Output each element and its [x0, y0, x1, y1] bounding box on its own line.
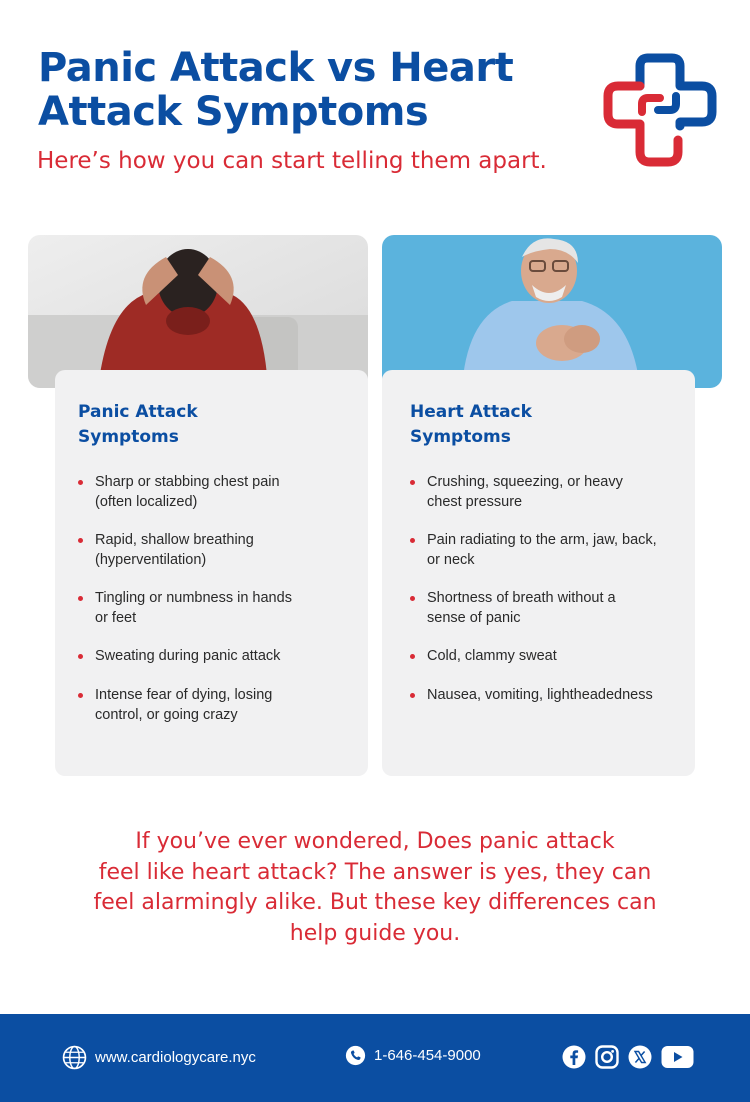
panic-symptom-list [78, 473, 348, 744]
globe-icon [62, 1045, 87, 1070]
youtube-icon[interactable] [661, 1045, 694, 1069]
list-item-line: or neck [427, 551, 475, 568]
heart-attack-card [382, 370, 695, 776]
list-item-line: control, or going crazy [95, 706, 238, 723]
panic-card-title-line-1: Panic Attack [78, 402, 198, 422]
website-text: www.cardiologycare.nyc [95, 1049, 256, 1066]
question-line-2: feel like heart attack? The answer is yes, they can [98, 859, 652, 885]
list-item [410, 589, 695, 647]
list-item-line: Sharp or stabbing chest pain [95, 474, 280, 490]
phone-link[interactable] [345, 1045, 481, 1066]
list-item [78, 589, 348, 647]
bullet-dot-icon [410, 596, 415, 601]
list-item [78, 473, 348, 531]
list-item [410, 647, 695, 686]
question-line-1: If you’ve ever wondered, Does panic attack [135, 829, 615, 854]
list-item [410, 531, 695, 589]
list-item-line: sense of panic [427, 609, 521, 626]
list-item [78, 531, 348, 589]
list-item-line: Shortness of breath without a [427, 590, 616, 606]
list-item-line: or feet [95, 609, 137, 626]
list-item-line: (hyperventilation) [95, 551, 207, 568]
list-item-line: (often localized) [95, 493, 198, 510]
phone-icon [345, 1045, 366, 1066]
list-item-line: chest pressure [427, 493, 523, 510]
list-item-line: Intense fear of dying, losing [95, 687, 273, 703]
list-item [78, 686, 348, 744]
title-line-2: Attack Symptoms [38, 89, 429, 135]
bullet-dot-icon [78, 480, 83, 485]
list-item-line: Sweating during panic attack [95, 648, 281, 664]
page-title [38, 46, 578, 134]
list-item-line: Rapid, shallow breathing [95, 532, 254, 548]
bullet-dot-icon [78, 654, 83, 659]
heart-attack-photo [382, 235, 722, 388]
closing-question [50, 827, 700, 949]
bullet-dot-icon [78, 693, 83, 698]
list-item-line: Cold, clammy sweat [427, 648, 557, 664]
title-line-1: Panic Attack vs Heart [38, 45, 514, 91]
list-item-line: Tingling or numbness in hands [95, 590, 292, 606]
website-link[interactable] [62, 1045, 256, 1070]
heart-symptom-list [410, 473, 695, 725]
question-line-4: help guide you. [289, 920, 461, 946]
list-item-line: Pain radiating to the arm, jaw, back, [427, 532, 657, 548]
panic-attack-card [55, 370, 368, 776]
x-icon[interactable] [628, 1045, 652, 1069]
list-item-line: Crushing, squeezing, or heavy [427, 474, 623, 490]
bullet-dot-icon [78, 596, 83, 601]
bullet-dot-icon [410, 654, 415, 659]
instagram-icon[interactable] [595, 1045, 619, 1069]
phone-text: 1-646-454-9000 [374, 1047, 481, 1064]
bullet-dot-icon [410, 538, 415, 543]
social-links [562, 1045, 703, 1069]
footer-bar [0, 1014, 750, 1102]
panic-card-title [78, 400, 198, 450]
heart-card-title-line-2: Symptoms [410, 427, 511, 447]
heart-card-title [410, 400, 532, 450]
list-item [78, 647, 348, 686]
panic-card-title-line-2: Symptoms [78, 427, 179, 447]
bullet-dot-icon [410, 693, 415, 698]
question-line-3: feel alarmingly alike. But these key differences can [93, 890, 657, 915]
list-item [410, 473, 695, 531]
list-item-line: Nausea, vomiting, lightheadedness [427, 687, 653, 703]
heart-card-title-line-1: Heart Attack [410, 402, 532, 422]
subtitle: Here’s how you can start telling them apart. [37, 148, 547, 174]
panic-attack-photo [28, 235, 368, 388]
list-item [410, 686, 695, 725]
bullet-dot-icon [78, 538, 83, 543]
facebook-icon[interactable] [562, 1045, 586, 1069]
bullet-dot-icon [410, 480, 415, 485]
cardiology-care-logo [600, 52, 720, 168]
